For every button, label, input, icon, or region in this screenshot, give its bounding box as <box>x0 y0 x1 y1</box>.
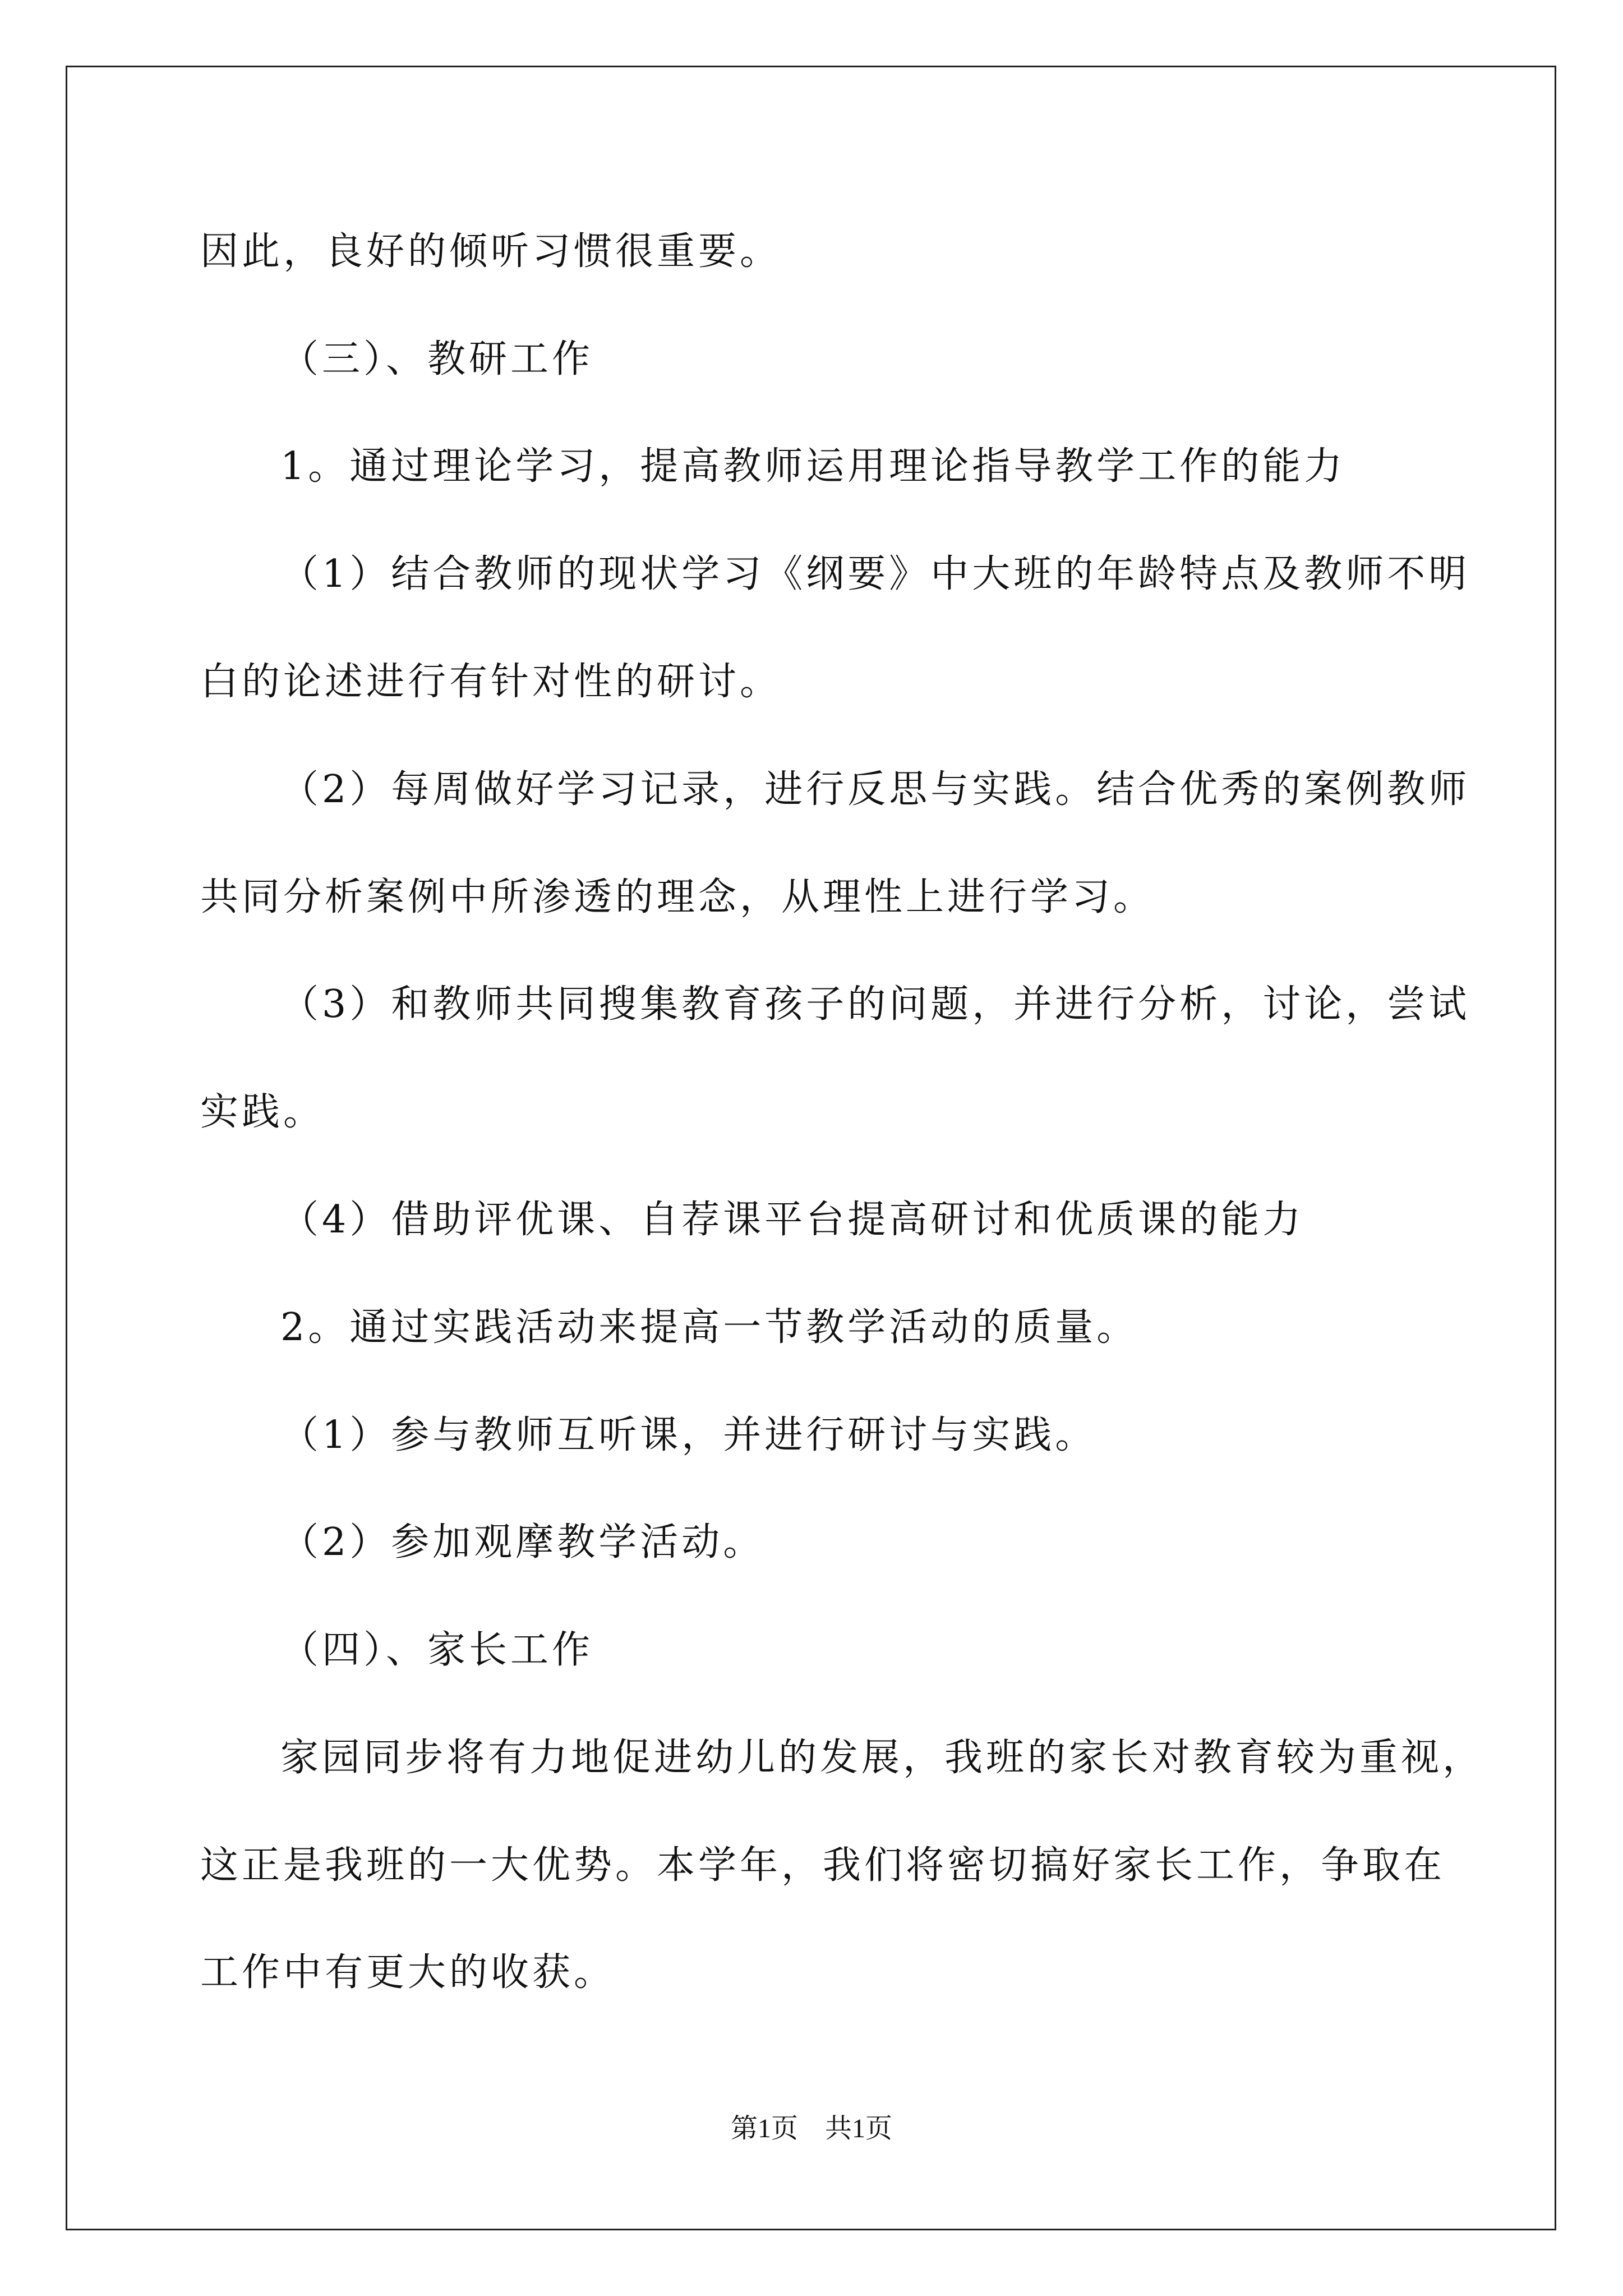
paragraph-line: （1）结合教师的现状学习《纲要》中大班的年龄特点及教师不明 <box>280 552 1470 596</box>
paragraph-line: 工作中有更大的收获。 <box>200 1950 616 1995</box>
page-number-footer: 第1页 共1页 <box>730 2114 892 2143</box>
page-border <box>66 66 1556 2230</box>
paragraph-line: （1）参与教师互听课，并进行研讨与实践。 <box>280 1413 1097 1457</box>
paragraph-line: 家园同步将有力地促进幼儿的发展，我班的家长对教育较为重视， <box>280 1736 1484 1780</box>
paragraph-line: （3）和教师共同搜集教育孩子的问题，并进行分析，讨论，尝试 <box>280 982 1470 1027</box>
paragraph-line: 实践。 <box>200 1090 325 1134</box>
paragraph-line: 白的论述进行有针对性的研讨。 <box>200 660 782 704</box>
paragraph-line: （2）每周做好学习记录，进行反思与实践。结合优秀的案例教师 <box>280 767 1470 812</box>
paragraph-line: 1。通过理论学习，提高教师运用理论指导教学工作的能力 <box>280 444 1346 489</box>
section-heading: （四）、家长工作 <box>280 1628 594 1672</box>
paragraph-line: 这正是我班的一大优势。本学年，我们将密切搞好家长工作，争取在 <box>200 1843 1446 1888</box>
paragraph-line: 2。通过实践活动来提高一节教学活动的质量。 <box>280 1305 1138 1350</box>
paragraph-line: 共同分析案例中所渗透的理念，从理性上进行学习。 <box>200 875 1155 919</box>
paragraph-line: 因此，良好的倾听习惯很重要。 <box>200 229 782 274</box>
section-heading: （三）、教研工作 <box>280 337 594 381</box>
paragraph-line: （4）借助评优课、自荐课平台提高研讨和优质课的能力 <box>280 1198 1304 1242</box>
paragraph-line: （2）参加观摩教学活动。 <box>280 1520 765 1565</box>
